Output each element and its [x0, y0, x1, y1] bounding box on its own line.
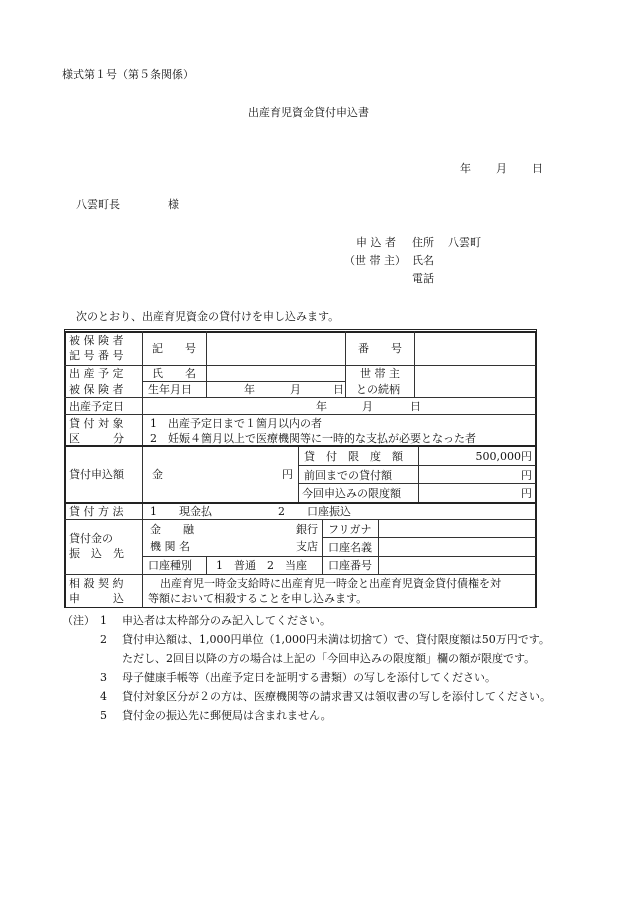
due-year: 年 [316, 400, 327, 413]
due-date-label: 出産予定日 [69, 400, 124, 413]
previous-loan-value: 円 [521, 469, 532, 482]
applicant-role: 申 込 者 [356, 236, 396, 249]
addressee-honorific: 様 [168, 198, 179, 211]
dob-year: 年 [244, 383, 255, 396]
phone-label: 電話 [412, 272, 434, 285]
target-label-1: 貸 付 対 象 [69, 417, 124, 430]
bank-suffix: 銀行 [296, 523, 318, 536]
account-number-label: 口座番号 [328, 559, 372, 572]
due-day: 日 [410, 400, 421, 413]
bank-label-1: 金 融 [150, 523, 194, 536]
transfer-label-2: 振 込 先 [69, 547, 124, 560]
insured-id-label-2: 記 号 番 号 [69, 349, 124, 362]
amount-yen: 円 [282, 468, 293, 481]
note-5: 貸付金の振込先に郵便局は含まれません。 [122, 709, 332, 722]
bank-label-2: 機 関 名 [150, 540, 190, 553]
addressee: 八雲町長 [76, 198, 120, 211]
transfer-label-1: 貸付金の [69, 532, 113, 545]
previous-loan-label: 前回までの貸付額 [304, 469, 392, 482]
amount-kin: 金 [152, 468, 163, 481]
dob-label: 生年月日 [148, 383, 192, 396]
relation-label-2: との続柄 [356, 383, 400, 396]
expected-insured-label-1: 出 産 予 定 [69, 367, 124, 380]
offset-text-1: 出産育児一時金支給時に出産育児一時金と出産育児資金貸付債権を対 [160, 577, 501, 590]
amount-label: 貸付申込額 [69, 468, 124, 481]
address-label: 住所 [412, 236, 434, 249]
note-1: 申込者は太枠部分のみ記入してください。 [122, 614, 331, 627]
name-label: 氏名 [412, 254, 434, 267]
account-type-label: 口座種別 [148, 559, 192, 572]
relation-field[interactable] [416, 366, 534, 397]
offset-text-2: 等額において相殺することを申し込みます。 [148, 592, 368, 605]
note-2-number: 2 [100, 633, 107, 646]
note-4: 貸付対象区分が２の方は、医療機関等の請求書又は領収書の写しを添付してください。 [122, 690, 551, 703]
date-month: 月 [496, 162, 507, 175]
target-label-2: 区 分 [69, 432, 124, 445]
limit-label: 貸 付 限 度 額 [304, 450, 403, 463]
method-option-transfer[interactable]: 2 口座振込 [278, 505, 351, 518]
number-field[interactable] [416, 333, 534, 364]
offset-label-1: 相 殺 契 約 [69, 577, 124, 590]
account-type-options[interactable]: 1 普通 2 当座 [216, 559, 307, 572]
offset-label-2: 申 込 [69, 592, 124, 605]
furigana-label: フリガナ [328, 523, 372, 536]
note-4-number: 4 [100, 690, 107, 703]
target-option-1[interactable]: 1 出産予定日まで１箇月以内の者 [150, 417, 322, 430]
symbol-label: 記 号 [152, 342, 196, 355]
number-label: 番 号 [358, 342, 402, 355]
address-value[interactable]: 八雲町 [448, 236, 481, 249]
note-1-number: 1 [100, 614, 107, 627]
intro-text: 次のとおり、出産育児資金の貸付けを申し込みます。 [76, 310, 340, 323]
dob-day: 日 [333, 383, 344, 396]
dob-month: 月 [290, 383, 301, 396]
expected-insured-label-2: 被 保 険 者 [69, 383, 124, 396]
date-day: 日 [532, 162, 543, 175]
date-year: 年 [460, 162, 471, 175]
relation-label-1: 世 帯 主 [360, 367, 400, 380]
account-name-label: 口座名義 [328, 541, 372, 554]
form-number: 様式第１号（第５条関係） [62, 68, 194, 81]
due-month: 月 [362, 400, 373, 413]
method-label: 貸 付 方 法 [69, 505, 124, 518]
notes-prefix: （注） [62, 614, 95, 627]
note-3: 母子健康手帳等（出産予定日を証明する書類）の写しを添付してください。 [122, 671, 496, 684]
note-2: 貸付申込額は、1,000円単位（1,000円未満は切捨て）で、貸付限度額は50万円です。 [122, 633, 550, 646]
household-head-role: （世 帯 主） [344, 254, 406, 267]
note-3-number: 3 [100, 671, 107, 684]
note-2b: ただし、2回目以降の方の場合は上記の「今回申込みの限度額」欄の額が限度です。 [122, 652, 536, 665]
branch-suffix: 支店 [296, 540, 318, 553]
current-limit-value: 円 [521, 487, 532, 500]
target-option-2[interactable]: 2 妊娠４箇月以上で医療機関等に一時的な支払が必要となった者 [150, 432, 476, 445]
insured-name-field[interactable] [208, 366, 344, 381]
limit-value: 500,000円 [475, 450, 532, 463]
insured-id-label-1: 被 保 険 者 [69, 334, 124, 347]
insured-name-label: 氏 名 [152, 367, 196, 380]
account-number-field[interactable] [380, 557, 534, 573]
current-limit-label: 今回申込みの限度額 [302, 487, 401, 500]
furigana-field[interactable] [380, 520, 534, 536]
note-5-number: 5 [100, 709, 107, 722]
method-option-cash[interactable]: 1 現金払 [150, 505, 212, 518]
page-title: 出産育児資金貸付申込書 [248, 106, 369, 119]
symbol-field[interactable] [208, 333, 344, 364]
account-name-field[interactable] [380, 538, 534, 555]
amount-field[interactable] [166, 449, 278, 500]
